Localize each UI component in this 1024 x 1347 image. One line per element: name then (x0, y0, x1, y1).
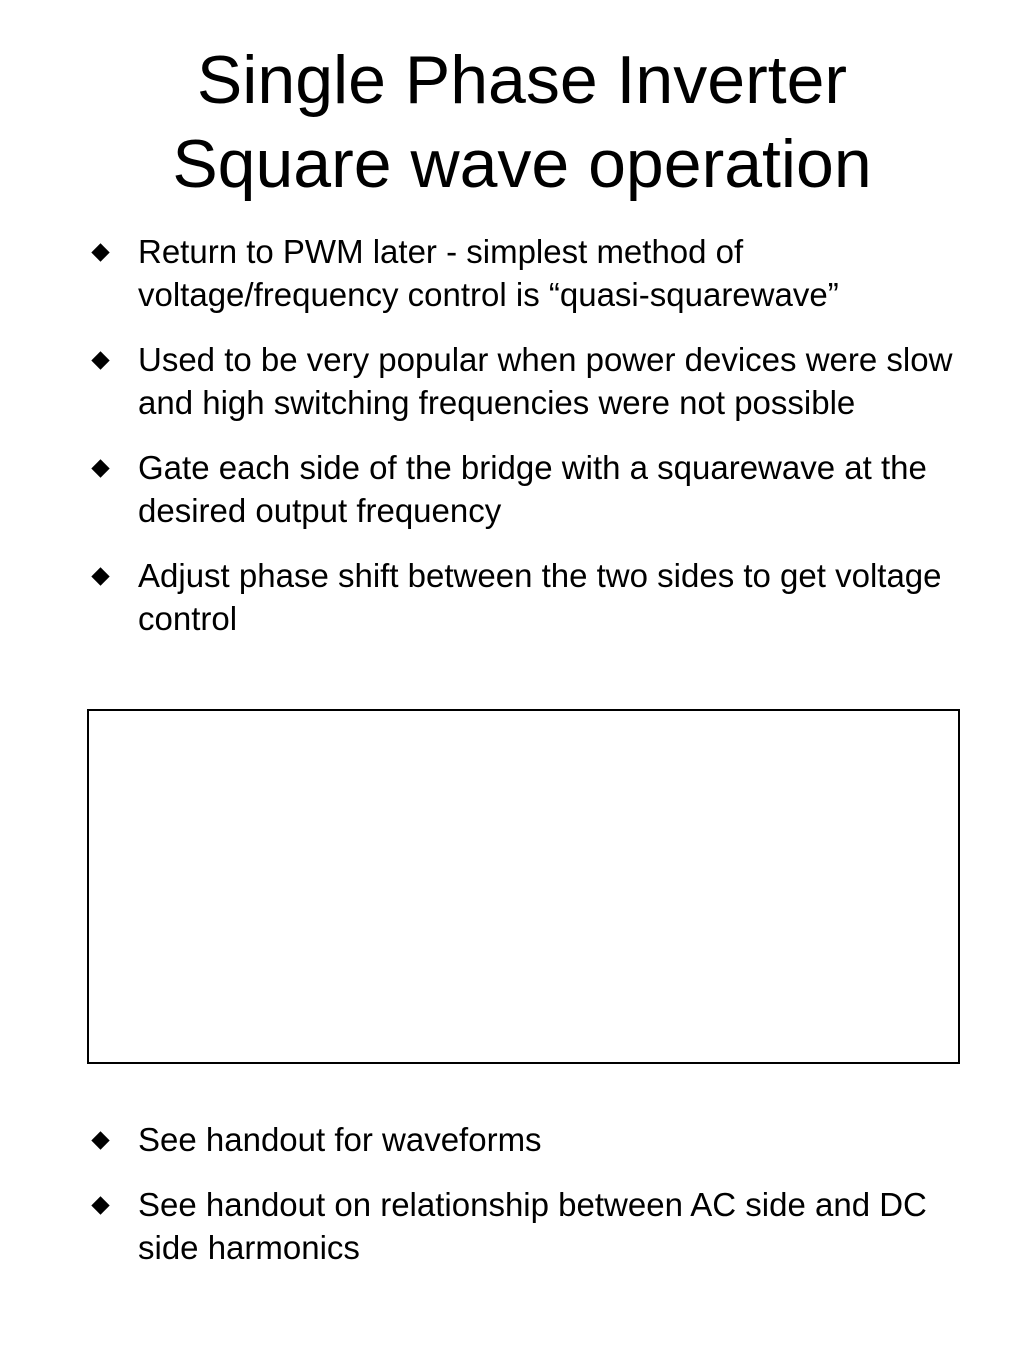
bullet-item (0, 554, 1024, 640)
slide-title (0, 38, 1024, 206)
bullet-item (0, 230, 1024, 316)
diamond-bullet-icon (91, 459, 109, 477)
bullet-item (0, 1183, 1024, 1269)
bullet-item (0, 1118, 1024, 1161)
title-line-2: Square wave operation (172, 126, 872, 202)
bullet-list-top (0, 230, 1024, 662)
bullet-text: Gate each side of the bridge with a squarewave at the desired output frequency (138, 449, 927, 529)
figure-placeholder-box (87, 709, 960, 1064)
bullet-item (0, 338, 1024, 424)
title-line-1: Single Phase Inverter (196, 42, 848, 118)
diamond-bullet-icon (91, 1196, 109, 1214)
bullet-text: Adjust phase shift between the two sides to get voltage control (138, 557, 942, 637)
bullet-list-bottom (0, 1118, 1024, 1291)
diamond-bullet-icon (91, 1131, 109, 1149)
bullet-text: See handout on relationship between AC side and DC side harmonics (138, 1186, 927, 1266)
bullet-text: See handout for waveforms (138, 1121, 542, 1158)
bullet-item (0, 446, 1024, 532)
bullet-text: Used to be very popular when power devices were slow and high switching frequencies were not possible (138, 341, 953, 421)
diamond-bullet-icon (91, 243, 109, 261)
diamond-bullet-icon (91, 351, 109, 369)
diamond-bullet-icon (91, 567, 109, 585)
bullet-text: Return to PWM later - simplest method of voltage/frequency control is “quasi-squarewave” (138, 233, 839, 313)
